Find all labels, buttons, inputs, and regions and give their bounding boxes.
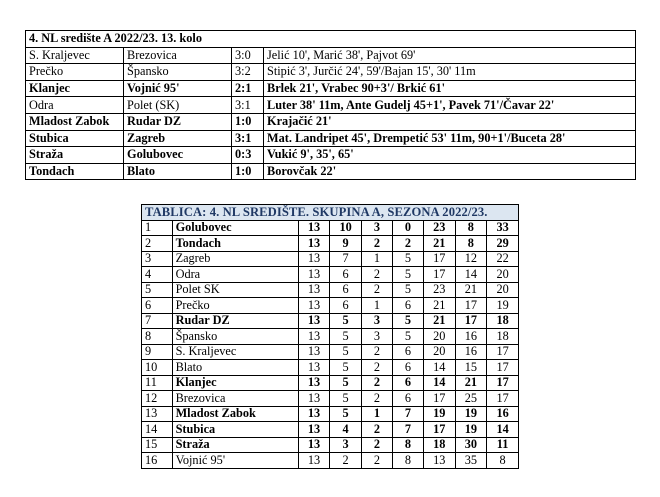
losses: 2 (392, 236, 423, 252)
result-row (26, 130, 636, 147)
results-title-row (26, 31, 636, 48)
points: 18 (487, 313, 519, 329)
standings-row (142, 391, 519, 407)
played: 13 (298, 329, 330, 345)
standings-row (142, 251, 519, 267)
position: 11 (142, 375, 173, 391)
losses: 8 (392, 437, 423, 453)
draws: 2 (361, 236, 392, 252)
losses: 6 (392, 360, 423, 376)
goals-against: 16 (455, 329, 487, 345)
match-score: 3:1 (232, 97, 264, 114)
team-name: Polet SK (172, 282, 298, 298)
goals-against: 14 (455, 267, 487, 283)
results-title: 4. NL središte A 2022/23. 13. kolo (26, 31, 636, 48)
wins: 5 (330, 406, 362, 422)
home-team: Prečko (26, 64, 124, 81)
points: 22 (487, 251, 519, 267)
goals-against: 19 (455, 422, 487, 438)
played: 13 (298, 282, 330, 298)
goals-against: 15 (455, 360, 487, 376)
losses: 6 (392, 375, 423, 391)
position: 1 (142, 220, 173, 236)
position: 3 (142, 251, 173, 267)
draws: 1 (361, 406, 392, 422)
team-name: Blato (172, 360, 298, 376)
goal-scorers: Jelić 10', Marić 38', Pajvot 69' (264, 47, 636, 64)
team-name: Brezovica (172, 391, 298, 407)
played: 13 (298, 251, 330, 267)
away-team: Golubovec (124, 147, 232, 164)
standings-row (142, 406, 519, 422)
draws: 3 (361, 220, 392, 236)
position: 4 (142, 267, 173, 283)
losses: 7 (392, 422, 423, 438)
team-name: Klanjec (172, 375, 298, 391)
played: 13 (298, 236, 330, 252)
wins: 5 (330, 329, 362, 345)
points: 18 (487, 329, 519, 345)
points: 20 (487, 282, 519, 298)
away-team: Rudar DZ (124, 113, 232, 130)
wins: 5 (330, 375, 362, 391)
losses: 5 (392, 313, 423, 329)
standings-row (142, 313, 519, 329)
team-name: Zagreb (172, 251, 298, 267)
team-name: Tondach (172, 236, 298, 252)
goals-for: 20 (423, 344, 455, 360)
away-team: Zagreb (124, 130, 232, 147)
goal-scorers: Stipić 3', Jurčić 24', 59'/Bajan 15', 30' 11m (264, 64, 636, 81)
position: 6 (142, 298, 173, 314)
draws: 2 (361, 344, 392, 360)
losses: 6 (392, 298, 423, 314)
points: 17 (487, 360, 519, 376)
standings-table (141, 204, 519, 469)
points: 16 (487, 406, 519, 422)
wins: 9 (330, 236, 362, 252)
home-team: Stubica (26, 130, 124, 147)
team-name: Golubovec (172, 220, 298, 236)
standings-row (142, 267, 519, 283)
goals-for: 21 (423, 298, 455, 314)
standings-row (142, 329, 519, 345)
team-name: Stubica (172, 422, 298, 438)
team-name: Odra (172, 267, 298, 283)
played: 13 (298, 406, 330, 422)
draws: 3 (361, 313, 392, 329)
standings-title: TABLICA: 4. NL SREDIŠTE. SKUPINA A, SEZONA 2022/23. (142, 205, 519, 221)
position: 15 (142, 437, 173, 453)
played: 13 (298, 344, 330, 360)
draws: 2 (361, 267, 392, 283)
position: 9 (142, 344, 173, 360)
played: 13 (298, 360, 330, 376)
points: 17 (487, 344, 519, 360)
home-team: S. Kraljevec (26, 47, 124, 64)
standings-row (142, 453, 519, 469)
wins: 5 (330, 344, 362, 360)
goal-scorers: Luter 38' 11m, Ante Gudelj 45+1', Pavek 71'/Čavar 22' (264, 97, 636, 114)
losses: 8 (392, 453, 423, 469)
goals-for: 21 (423, 236, 455, 252)
goals-for: 23 (423, 282, 455, 298)
match-score: 0:3 (232, 147, 264, 164)
draws: 2 (361, 360, 392, 376)
draws: 3 (361, 329, 392, 345)
result-row (26, 147, 636, 164)
draws: 2 (361, 282, 392, 298)
draws: 2 (361, 453, 392, 469)
standings-row (142, 422, 519, 438)
goals-for: 17 (423, 422, 455, 438)
goals-for: 23 (423, 220, 455, 236)
points: 11 (487, 437, 519, 453)
result-row (26, 64, 636, 81)
match-score: 3:1 (232, 130, 264, 147)
goals-against: 21 (455, 375, 487, 391)
match-score: 3:0 (232, 47, 264, 64)
goals-for: 18 (423, 437, 455, 453)
played: 13 (298, 220, 330, 236)
points: 29 (487, 236, 519, 252)
draws: 1 (361, 251, 392, 267)
goals-against: 8 (455, 236, 487, 252)
position: 5 (142, 282, 173, 298)
points: 17 (487, 375, 519, 391)
team-name: Prečko (172, 298, 298, 314)
played: 13 (298, 437, 330, 453)
position: 2 (142, 236, 173, 252)
position: 7 (142, 313, 173, 329)
wins: 5 (330, 313, 362, 329)
wins: 3 (330, 437, 362, 453)
team-name: Rudar DZ (172, 313, 298, 329)
losses: 5 (392, 329, 423, 345)
standings-row (142, 437, 519, 453)
played: 13 (298, 267, 330, 283)
standings-title-row (142, 205, 519, 221)
points: 20 (487, 267, 519, 283)
goals-for: 14 (423, 360, 455, 376)
goals-for: 17 (423, 251, 455, 267)
goals-against: 17 (455, 298, 487, 314)
goal-scorers: Vukić 9', 35', 65' (264, 147, 636, 164)
position: 10 (142, 360, 173, 376)
goals-for: 21 (423, 313, 455, 329)
result-row (26, 113, 636, 130)
wins: 6 (330, 298, 362, 314)
played: 13 (298, 453, 330, 469)
standings-row (142, 298, 519, 314)
match-score: 1:0 (232, 113, 264, 130)
home-team: Straža (26, 147, 124, 164)
losses: 6 (392, 344, 423, 360)
points: 8 (487, 453, 519, 469)
played: 13 (298, 298, 330, 314)
played: 13 (298, 422, 330, 438)
result-row (26, 80, 636, 97)
wins: 7 (330, 251, 362, 267)
away-team: Brezovica (124, 47, 232, 64)
standings-row (142, 344, 519, 360)
position: 13 (142, 406, 173, 422)
played: 13 (298, 375, 330, 391)
wins: 2 (330, 453, 362, 469)
standings-row (142, 375, 519, 391)
team-name: Vojnić 95' (172, 453, 298, 469)
goals-for: 19 (423, 406, 455, 422)
points: 17 (487, 391, 519, 407)
losses: 7 (392, 406, 423, 422)
team-name: Straža (172, 437, 298, 453)
goals-against: 25 (455, 391, 487, 407)
home-team: Mladost Zabok (26, 113, 124, 130)
draws: 2 (361, 437, 392, 453)
losses: 5 (392, 267, 423, 283)
draws: 2 (361, 391, 392, 407)
match-score: 1:0 (232, 163, 264, 180)
played: 13 (298, 391, 330, 407)
results-table (25, 30, 636, 180)
goals-against: 17 (455, 313, 487, 329)
goals-against: 19 (455, 406, 487, 422)
points: 19 (487, 298, 519, 314)
wins: 6 (330, 282, 362, 298)
goals-for: 17 (423, 267, 455, 283)
result-row (26, 47, 636, 64)
points: 14 (487, 422, 519, 438)
position: 16 (142, 453, 173, 469)
played: 13 (298, 313, 330, 329)
draws: 2 (361, 422, 392, 438)
away-team: Vojnić 95' (124, 80, 232, 97)
away-team: Polet (SK) (124, 97, 232, 114)
goal-scorers: Borovčak 22' (264, 163, 636, 180)
result-row (26, 97, 636, 114)
match-score: 3:2 (232, 64, 264, 81)
points: 33 (487, 220, 519, 236)
team-name: S. Kraljevec (172, 344, 298, 360)
goals-against: 16 (455, 344, 487, 360)
home-team: Tondach (26, 163, 124, 180)
home-team: Odra (26, 97, 124, 114)
goals-for: 17 (423, 391, 455, 407)
position: 8 (142, 329, 173, 345)
result-row (26, 163, 636, 180)
losses: 0 (392, 220, 423, 236)
home-team: Klanjec (26, 80, 124, 97)
losses: 5 (392, 282, 423, 298)
goal-scorers: Mat. Landripet 45', Drempetić 53' 11m, 90+1'/Buceta 28' (264, 130, 636, 147)
goal-scorers: Krajačić 21' (264, 113, 636, 130)
losses: 6 (392, 391, 423, 407)
position: 14 (142, 422, 173, 438)
team-name: Špansko (172, 329, 298, 345)
standings-row (142, 236, 519, 252)
goals-against: 8 (455, 220, 487, 236)
goals-for: 20 (423, 329, 455, 345)
team-name: Mladost Zabok (172, 406, 298, 422)
goals-for: 13 (423, 453, 455, 469)
goals-against: 12 (455, 251, 487, 267)
standings-row (142, 220, 519, 236)
goals-against: 35 (455, 453, 487, 469)
wins: 10 (330, 220, 362, 236)
wins: 6 (330, 267, 362, 283)
match-score: 2:1 (232, 80, 264, 97)
standings-row (142, 282, 519, 298)
away-team: Blato (124, 163, 232, 180)
wins: 4 (330, 422, 362, 438)
draws: 1 (361, 298, 392, 314)
goals-against: 21 (455, 282, 487, 298)
position: 12 (142, 391, 173, 407)
away-team: Špansko (124, 64, 232, 81)
losses: 5 (392, 251, 423, 267)
wins: 5 (330, 360, 362, 376)
draws: 2 (361, 375, 392, 391)
wins: 5 (330, 391, 362, 407)
goals-against: 30 (455, 437, 487, 453)
goals-for: 14 (423, 375, 455, 391)
standings-row (142, 360, 519, 376)
goal-scorers: Brlek 21', Vrabec 90+3'/ Brkić 61' (264, 80, 636, 97)
